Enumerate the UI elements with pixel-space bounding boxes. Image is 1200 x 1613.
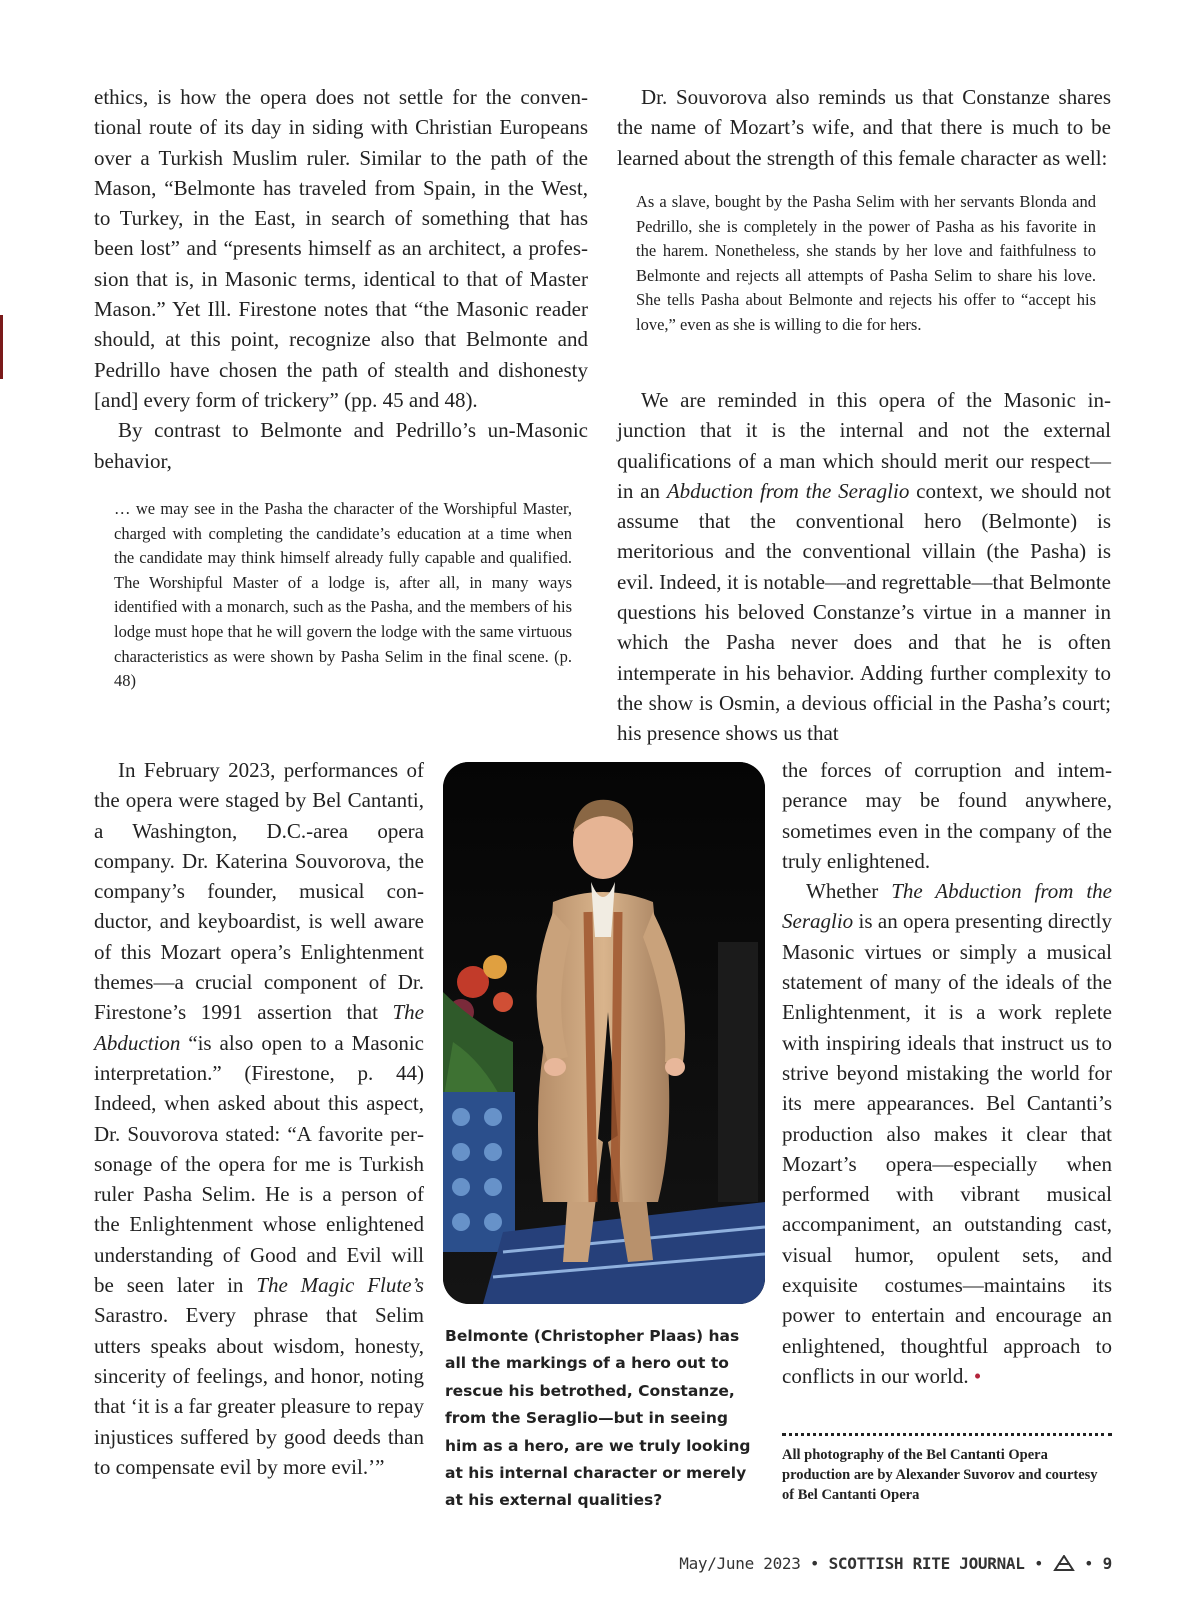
page-number: 9	[1102, 1554, 1112, 1573]
page-edge-mark	[0, 315, 3, 379]
footer-separator: •	[1083, 1554, 1094, 1573]
right-paragraph-2-cont: the forces of corruption and intemperance may be found anywhere, sometimes even in the company of the truly enlightened.	[782, 758, 1112, 873]
left-paragraph-1: ethics, is how the opera does not settle for the conventional route of its day in siding with Christian Europeans over a Turkish Muslim ruler. Similar to the path of the Mason, “Belmonte has traveled from Spain, in the West, to Turkey, in the East, in search of something that has been lost” and “presents himself as an architect, a profession that is, in Masonic terms, identical to that of Master Mason.” Yet Ill. Firestone notes that “the Masonic reader should, at this point, recognize also that Belmonte and Pedrillo have chosen the path of stealth and dishonesty [and] every form of trickery” (pp. 45 and 48).	[94, 85, 588, 412]
left-paragraph-3: In February 2023, performances of the opera were staged by Bel Cantanti, a Washington, D.C.-area opera company. Dr. Katerina Souvorova, the company’s founder, musical conductor, and keyboardist, is well aware of this Mozart opera’s Enlightenment themes—a crucial component of Dr. Firestone’s 1991 assertion that The Abduction “is also open to a Masonic interpretation.” (Firestone, p. 44) Indeed, when asked about this aspect, Dr. Souvorova stated: “A favorite personage of the opera for me is Turkish ruler Pasha Selim. He is a person of the Enlightenment whose enlightened understanding of Good and Evil will be seen later in The Magic Flute’s Sarastro. Every phrase that Selim utters speaks about wisdom, honesty, sincerity of feelings, and honor, noting that ‘it is a far greater pleasure to repay injustices suffered by good deeds than to compensate evil by more evil.’”	[94, 758, 425, 1479]
title-abduction-seraglio-2: The Abduction from the Seraglio	[782, 879, 1112, 934]
footer-separator: •	[1033, 1554, 1044, 1573]
photo-caption: Belmonte (Christopher Plaas) has all the markings of a hero out to rescue his betrothed, Constanze, from the Seraglio—but in seeing him as a hero, are we truly looking at his internal character or merely at his external qualities?	[445, 1327, 751, 1510]
photo-credit: All photography of the Bel Cantanti Opera production are by Alexander Suvorov and courtesy of Bel Cantanti Opera	[782, 1447, 1098, 1503]
footer-separator: •	[809, 1554, 820, 1573]
left-column-top	[94, 82, 588, 476]
right-column-middle	[617, 385, 1111, 749]
right-column-bottom	[782, 755, 1112, 1391]
page-footer	[679, 1554, 1112, 1573]
right-quote-text: As a slave, bought by the Pasha Selim with her servants Blonda and Pedrillo, she is completely in the power of Pasha as his favorite in the harem. Nonetheless, she stands by her love and faithfulness to Belmonte and rejects all attempts of Pasha Selim to share his love. She tells Pasha about Belmonte and rejects his offer to “accept his love,” even as she is willing to die for hers.	[636, 192, 1096, 334]
title-abduction-seraglio: Abduction from the Seraglio	[666, 478, 910, 503]
belmonte-photo	[443, 762, 765, 1304]
left-paragraph-2: By contrast to Belmonte and Pedrillo’s un-Masonic behavior,	[94, 418, 588, 473]
title-the-abduction: The Abduction	[94, 1000, 424, 1055]
double-eagle-icon	[1053, 1555, 1075, 1571]
right-paragraph-3: Whether The Abduction from the Seraglio is an opera presenting directly Masonic virtues or simply a musical statement of many of the ideals of the Enlightenment, it is a work replete with inspiring ideals that instruct us to strive beyond mistaking the world for its mere appearances. Bel Cantanti’s production also makes it clear that Mozart’s opera—especially when performed with vibrant musical accompaniment, an outstanding cast, visual humor, opulent sets, and exquisite costumes—maintains its power to entertain and encourage an enlightened, thoughtful approach to conflicts in our world. •	[782, 879, 1112, 1388]
title-magic-flute: The Magic Flute’s	[256, 1273, 424, 1298]
right-paragraph-2: We are reminded in this opera of the Masonic injunction that it is the internal and not the external qualifications of a man which should merit our respect—in an Abduction from the Seraglio context, we should not assume that the conventional hero (Belmonte) is meritorious and the conventional villain (the Pasha) is evil. Indeed, it is notable—and regrettable—that Belmonte questions his beloved Constanze’s virtue in a manner in which the Pasha never does and that he is often intemperate in his behavior. Adding further complexity to the show is Osmin, a devious official in the Pasha’s court; his presence shows us that	[617, 388, 1112, 746]
end-mark: •	[973, 1363, 982, 1388]
footer-journal: SCOTTISH RITE JOURNAL	[828, 1554, 1025, 1573]
left-quote-text: … we may see in the Pasha the character of the Worshipful Master, charged with completing the candidate’s education at a time when the candidate may think himself already fully capable and qualified. The Worshipful Master of a lodge is, after all, in many ways identified with a monarch, such as the Pasha, and the members of his lodge must hope that he will govern the lodge with the same virtuous characteristics as were shown by Pasha Selim in the final scene. (p. 48)	[114, 499, 572, 691]
right-paragraph-1: Dr. Souvorova also reminds us that Constanze shares the name of Mozart’s wife, and that there is much to be learned about the strength of this female character as well:	[617, 85, 1111, 170]
belmonte-photo-illustration	[443, 762, 765, 1304]
left-blockquote	[114, 497, 572, 694]
left-column-bottom	[94, 755, 424, 1482]
right-blockquote	[636, 190, 1096, 338]
credit-divider	[782, 1433, 1112, 1436]
right-column-top	[617, 82, 1111, 173]
footer-issue: May/June 2023	[679, 1554, 801, 1573]
